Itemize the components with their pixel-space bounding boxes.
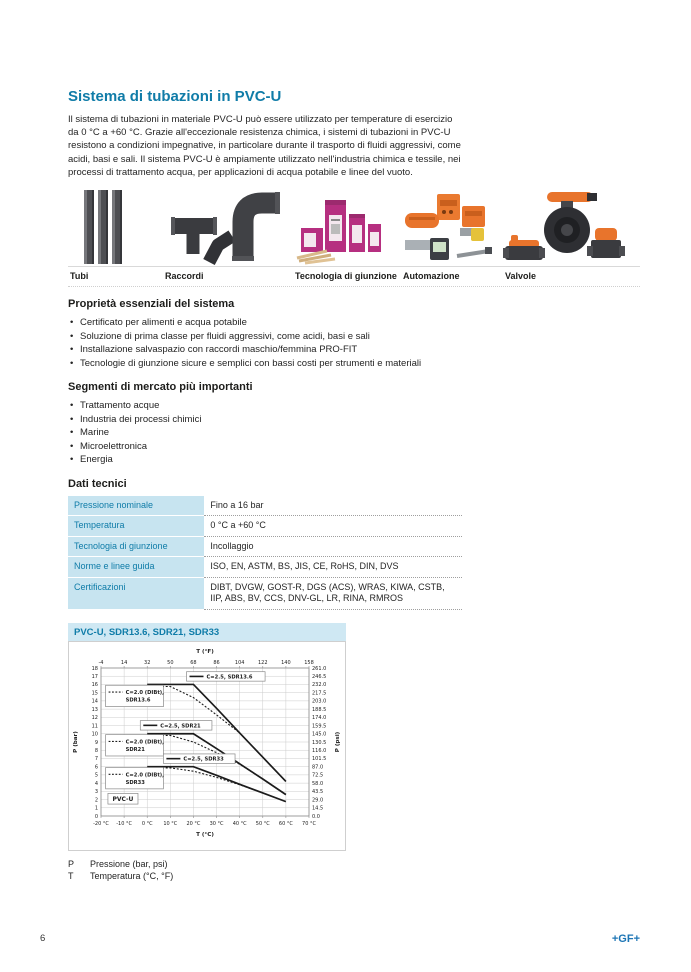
svg-text:15: 15 [91, 689, 98, 696]
svg-text:T (°F): T (°F) [196, 648, 214, 655]
tech-data-table [68, 496, 462, 610]
properties-list [68, 316, 640, 370]
svg-text:6: 6 [94, 763, 98, 770]
product-raccordi [163, 188, 293, 266]
svg-text:7: 7 [94, 755, 98, 762]
svg-text:29.0: 29.0 [312, 796, 324, 803]
svg-text:87.0: 87.0 [312, 763, 324, 770]
svg-text:70 °C: 70 °C [302, 820, 316, 827]
svg-text:0: 0 [94, 813, 98, 820]
svg-text:122: 122 [258, 659, 268, 666]
list-item: • Certificato per alimenti e acqua potabile [68, 316, 640, 330]
product-photos-row [68, 188, 640, 266]
svg-text:4: 4 [94, 780, 98, 787]
footnote-symbol: T [68, 871, 74, 882]
svg-text:14: 14 [120, 659, 128, 666]
svg-text:C=2.0 (DIBt),: C=2.0 (DIBt), [125, 738, 165, 745]
pressure-temperature-chart [69, 642, 345, 848]
svg-text:40 °C: 40 °C [232, 820, 247, 827]
svg-text:58.0: 58.0 [312, 780, 324, 787]
svg-text:246.5: 246.5 [312, 673, 327, 680]
svg-text:10: 10 [91, 731, 98, 738]
svg-text:101.5: 101.5 [312, 755, 327, 762]
svg-text:14: 14 [91, 698, 98, 705]
list-item: • Energia [68, 453, 640, 467]
svg-text:32: 32 [144, 659, 151, 666]
svg-text:72.5: 72.5 [312, 772, 324, 779]
svg-text:140: 140 [281, 659, 291, 666]
product-label-raccordi: Raccordi [165, 271, 204, 282]
svg-text:20 °C: 20 °C [186, 820, 201, 827]
svg-text:43.5: 43.5 [312, 788, 324, 795]
list-item: • Soluzione di prima classe per fluidi aggressivi, come acidi, basi e sali [68, 330, 640, 344]
svg-text:SDR13.6: SDR13.6 [125, 697, 151, 704]
svg-text:116.0: 116.0 [312, 747, 327, 754]
svg-text:174.0: 174.0 [312, 714, 327, 721]
footnote-symbol: P [68, 858, 75, 869]
chart-header: PVC-U, SDR13.6, SDR21, SDR33 [68, 623, 346, 641]
svg-text:203.0: 203.0 [312, 698, 327, 705]
svg-text:145.0: 145.0 [312, 731, 327, 738]
svg-text:14.5: 14.5 [312, 805, 324, 812]
product-labels-row [68, 266, 640, 287]
table-row [68, 516, 462, 537]
svg-text:13: 13 [91, 706, 98, 713]
table-row-label: Pressione nominale [68, 496, 204, 516]
svg-text:104: 104 [234, 659, 245, 666]
svg-text:-4: -4 [98, 659, 104, 666]
svg-text:-10 °C: -10 °C [116, 820, 132, 827]
svg-text:30 °C: 30 °C [209, 820, 224, 827]
table-row-value: 0 °C a +60 °C [204, 516, 462, 537]
svg-text:130.5: 130.5 [312, 739, 327, 746]
svg-text:C=2.5, SDR21: C=2.5, SDR21 [160, 722, 201, 729]
list-item: • Marine [68, 426, 640, 440]
svg-text:16: 16 [91, 681, 98, 688]
list-item: • Industria dei processi chimici [68, 413, 640, 427]
footnote-text: Pressione (bar, psi) [90, 858, 168, 869]
svg-text:18: 18 [91, 665, 98, 672]
svg-text:12: 12 [91, 714, 98, 721]
svg-text:11: 11 [91, 722, 98, 729]
svg-text:5: 5 [94, 772, 98, 779]
footnote-pressure [68, 858, 640, 871]
segments-heading: Segmenti di mercato più importanti [68, 381, 253, 394]
table-row [68, 557, 462, 578]
svg-text:C=2.5, SDR13.6: C=2.5, SDR13.6 [206, 673, 253, 680]
table-row-label: Tecnologia di giunzione [68, 536, 204, 557]
svg-text:2: 2 [94, 796, 98, 803]
svg-text:3: 3 [94, 788, 98, 795]
properties-heading: Proprietà essenziali del sistema [68, 298, 235, 311]
list-item: • Microelettronica [68, 440, 640, 454]
svg-text:60 °C: 60 °C [278, 820, 293, 827]
table-row-value: ISO, EN, ASTM, BS, JIS, CE, RoHS, DIN, DVS [204, 557, 462, 578]
svg-text:C=2.5, SDR33: C=2.5, SDR33 [183, 756, 224, 763]
svg-text:1: 1 [94, 805, 98, 812]
product-label-valvole: Valvole [505, 271, 537, 282]
svg-text:17: 17 [91, 673, 98, 680]
list-item: • Trattamento acque [68, 399, 640, 413]
svg-text:50 °C: 50 °C [255, 820, 270, 827]
product-giunzione [293, 188, 401, 266]
chart-footnotes [68, 858, 640, 883]
product-valvole [503, 188, 640, 266]
table-row-label: Certificazioni [68, 577, 204, 609]
svg-text:T (°C): T (°C) [196, 831, 214, 838]
table-row-label: Norme e linee guida [68, 557, 204, 578]
svg-text:P (psi): P (psi) [335, 731, 341, 752]
automation-photo [401, 188, 503, 266]
gf-logo: +GF+ [611, 933, 640, 945]
table-row-value: Fino a 16 bar [204, 496, 462, 516]
product-label-automazione: Automazione [403, 271, 460, 282]
table-row [68, 577, 462, 609]
svg-text:188.5: 188.5 [312, 706, 327, 713]
jointing-technology-photo [293, 188, 401, 266]
table-row [68, 536, 462, 557]
segments-list [68, 399, 640, 467]
footnote-temperature [68, 870, 640, 883]
fittings-photo [163, 188, 293, 266]
svg-text:86: 86 [213, 659, 220, 666]
svg-text:8: 8 [94, 747, 98, 754]
product-label-giunzione: Tecnologia di giunzione [295, 271, 397, 282]
valves-photo [503, 188, 640, 266]
svg-text:50: 50 [167, 659, 174, 666]
svg-text:C=2.0 (DIBt),: C=2.0 (DIBt), [125, 771, 165, 778]
list-item: • Installazione salvaspazio con raccordi maschio/femmina PRO-FIT [68, 343, 640, 357]
svg-text:217.5: 217.5 [312, 689, 327, 696]
svg-text:10 °C: 10 °C [163, 820, 178, 827]
page-content [68, 0, 640, 883]
table-row-value: DIBT, DVGW, GOST-R, DGS (ACS), WRAS, KIWA, CSTB, IIP, ABS, BV, CCS, DNV-GL, LR, RINA, RMROS [204, 577, 462, 609]
svg-text:SDR21: SDR21 [125, 746, 145, 753]
chart-block [68, 623, 346, 851]
pipes-photo [68, 188, 163, 266]
table-row [68, 496, 462, 516]
svg-text:P (bar): P (bar) [73, 730, 79, 753]
svg-text:261.0: 261.0 [312, 665, 327, 672]
chart-panel [68, 641, 346, 851]
svg-text:0.0: 0.0 [312, 813, 320, 820]
list-item: • Tecnologie di giunzione sicure e semplici con bassi costi per strumenti e materiali [68, 357, 640, 371]
svg-text:C=2.0 (DIBt),: C=2.0 (DIBt), [125, 689, 165, 696]
page-number: 6 [40, 933, 46, 944]
svg-text:PVC-U: PVC-U [112, 795, 134, 803]
svg-text:159.5: 159.5 [312, 722, 327, 729]
tech-data-heading: Dati tecnici [68, 477, 127, 490]
svg-text:68: 68 [190, 659, 197, 666]
svg-text:158: 158 [304, 659, 314, 666]
product-automazione [401, 188, 503, 266]
svg-text:-20 °C: -20 °C [93, 820, 109, 827]
svg-text:0 °C: 0 °C [141, 820, 153, 827]
svg-text:232.0: 232.0 [312, 681, 327, 688]
table-row-label: Temperatura [68, 516, 204, 537]
table-row-value: Incollaggio [204, 536, 462, 557]
svg-text:9: 9 [94, 739, 98, 746]
product-tubi [68, 188, 163, 266]
svg-text:SDR33: SDR33 [125, 779, 145, 786]
page-title: Sistema di tubazioni in PVC-U [68, 88, 282, 105]
intro-paragraph: Il sistema di tubazioni in materiale PVC-U può essere utilizzato per temperature di esercizio da 0 °C a +60 °C. Grazie all'eccezionale resistenza chimica, i sistemi di tubazioni in PVC-U resistono a condizioni impegnative, in particolare durante il trasporto di fluidi aggressivi, come acidi, basi e sali. Il sistema PVC-U è ampiamente utilizzato nell'industria chimica e tessile, nei processi di trattamento acqua, per applicazioni di acqua potabile e linee del vuoto. [68, 114, 461, 178]
product-label-tubi: Tubi [70, 271, 89, 282]
footnote-text: Temperatura (°C, °F) [90, 871, 174, 882]
